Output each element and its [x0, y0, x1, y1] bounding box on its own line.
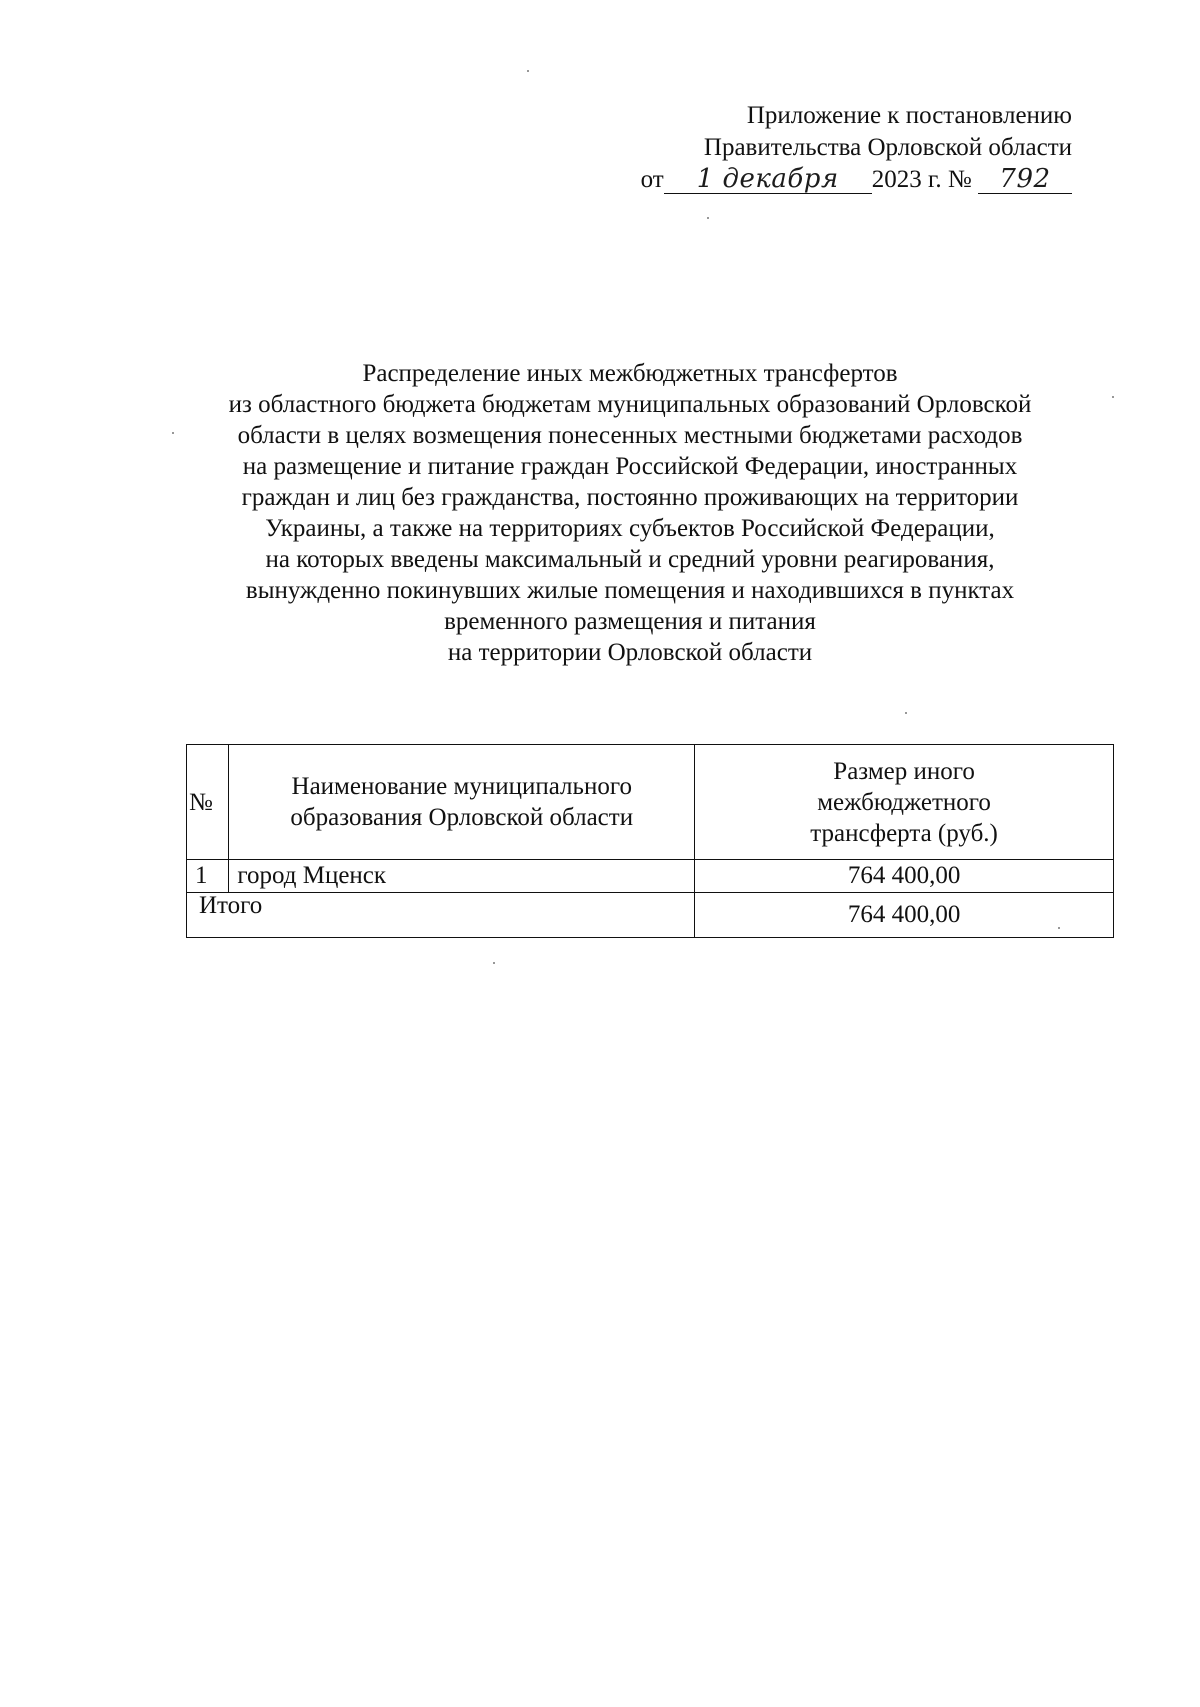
- scan-speck: [1058, 927, 1060, 929]
- year-text: 2023 г. №: [871, 166, 972, 193]
- title-line: на которых введены максимальный и средний уровни реагирования,: [265, 546, 995, 573]
- title-line: на территории Орловской области: [447, 639, 813, 666]
- scan-speck: [707, 217, 709, 219]
- appendix-header: [552, 100, 1072, 196]
- scan-speck: [172, 432, 174, 434]
- table-header-row: [187, 745, 1114, 860]
- header-name: [229, 745, 695, 860]
- header-no: №: [187, 745, 229, 860]
- row-number: 1: [187, 860, 229, 893]
- scan-speck: [493, 962, 495, 964]
- scan-speck: [1112, 396, 1114, 398]
- title-line: Украины, а также на территориях субъектов Российской Федерации,: [265, 515, 995, 542]
- title-line: Распределение иных межбюджетных трансфертов: [362, 360, 898, 387]
- header-name-line-2: образования Орловской области: [290, 804, 634, 831]
- title-line: из областного бюджета бюджетам муниципальных образований Орловской: [228, 391, 1032, 418]
- header-amount-line-2: межбюджетного: [817, 788, 991, 816]
- title-line: вынужденно покинувших жилые помещения и находившихся в пунктах: [245, 577, 1015, 604]
- scan-speck: [905, 712, 907, 714]
- distribution-table: [186, 744, 1114, 938]
- header-amount: [695, 745, 1114, 860]
- header-name-line-1: Наименование муниципального: [291, 773, 632, 800]
- appendix-line-2: Правительства Орловской области: [703, 134, 1072, 161]
- date-field: [664, 166, 872, 194]
- distribution-table-wrapper: [186, 744, 1114, 938]
- title-line: временного размещения и питания: [444, 608, 816, 635]
- title-line: граждан и лиц без гражданства, постоянно проживающих на территории: [241, 484, 1019, 511]
- date-prefix: от: [640, 166, 664, 193]
- number-field: [978, 166, 1072, 194]
- scan-speck: [527, 70, 529, 72]
- table-row: [187, 860, 1114, 893]
- appendix-date-line: [552, 164, 1072, 196]
- row-amount: 764 400,00: [695, 860, 1114, 893]
- total-label: Итого: [187, 893, 695, 938]
- appendix-line-1: Приложение к постановлению: [746, 102, 1072, 129]
- table-total-row: [187, 893, 1114, 938]
- handwritten-date: 1 декабря: [696, 164, 839, 194]
- total-amount: 764 400,00: [695, 893, 1114, 938]
- header-amount-line-3: трансферта (руб.): [810, 819, 998, 847]
- document-title: [160, 358, 1100, 668]
- title-line: на размещение и питание граждан Российской Федерации, иностранных: [242, 453, 1018, 480]
- title-line: области в целях возмещения понесенных местными бюджетами расходов: [237, 422, 1023, 449]
- header-amount-line-1: Размер иного: [833, 757, 975, 785]
- row-municipality: город Мценск: [229, 860, 695, 893]
- handwritten-number: 792: [999, 164, 1051, 194]
